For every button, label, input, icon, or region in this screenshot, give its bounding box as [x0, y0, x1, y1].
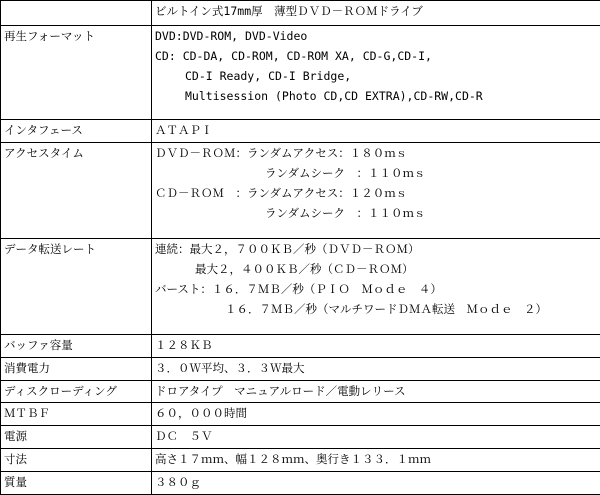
row-value: [152, 25, 600, 119]
row-label: 再生フォーマット: [1, 25, 152, 119]
table-row: [1, 334, 600, 357]
row-label: バッファ容量: [1, 334, 152, 357]
table-row: [1, 403, 600, 426]
row-label: 消費電力: [1, 357, 152, 380]
row-label: 寸法: [1, 449, 152, 472]
table-row: [1, 472, 600, 495]
table-row: [1, 449, 600, 472]
value-line: １６．７ＭＢ／秒（マルチワードＤＭＡ転送 Ｍｏｄｅ ２）: [225, 302, 547, 317]
table-row: [1, 380, 600, 403]
value-line: ランダムシーク ：１１０ｍｓ: [265, 206, 426, 221]
row-label: ＭＴＢＦ: [1, 403, 152, 426]
table-row: [1, 143, 600, 239]
row-label: ディスクローディング: [1, 380, 152, 403]
row-value: ＤＣ ５Ｖ: [152, 426, 600, 449]
row-value: １２８ＫＢ: [152, 334, 600, 357]
value-line: CD: CD-DA, CD-ROM, CD-ROM XA, CD-G,CD-I,: [155, 48, 432, 63]
value-line: 連続：最大２，７００ＫＢ／秒（ＤＶＤ－ＲＯＭ）: [155, 242, 420, 257]
row-label: アクセスタイム: [1, 143, 152, 239]
table-row: [1, 239, 600, 335]
value-line: DVD:DVD-ROM, DVD-Video: [155, 28, 308, 43]
row-value: ＡＴＡＰＩ: [152, 119, 600, 143]
table-row: [1, 1, 600, 26]
row-value: ６０，０００時間: [152, 403, 600, 426]
row-value: ３８０ｇ: [152, 472, 600, 495]
row-value: [152, 239, 600, 335]
row-label: データ転送レート: [1, 239, 152, 335]
value-line: ＤＶＤ－ＲＯＭ：ランダムアクセス：１８０ｍｓ: [155, 146, 408, 161]
table-row: [1, 25, 600, 119]
row-value: [152, 143, 600, 239]
value-line: 最大２，４００ＫＢ／秒（ＣＤ－ＲＯＭ）: [195, 262, 414, 277]
header-label-cell: [1, 1, 152, 26]
row-label: 電源: [1, 426, 152, 449]
row-value: 高さ１７ｍｍ、幅１２８ｍｍ、奥行き１３３．１ｍｍ: [152, 449, 600, 472]
row-value: ３．０Ｗ平均、３．３Ｗ最大: [152, 357, 600, 380]
value-line: Multisession (Photo CD,CD EXTRA),CD-RW,CD-R: [185, 88, 483, 103]
row-label: 質量: [1, 472, 152, 495]
row-value: ドロアタイプ マニュアルロード／電動レリース: [152, 380, 600, 403]
table-row: [1, 119, 600, 143]
table-row: [1, 357, 600, 380]
value-line: CD-I Ready, CD-I Bridge,: [185, 68, 352, 83]
row-label: インタフェース: [1, 119, 152, 143]
table-row: [1, 426, 600, 449]
value-line: バースト：１６．７ＭＢ／秒（ＰＩＯ Ｍｏｄｅ ４）: [155, 282, 442, 297]
value-line: ランダムシーク ：１１０ｍｓ: [265, 166, 426, 181]
value-line: ＣＤ－ＲＯＭ ：ランダムアクセス：１２０ｍｓ: [155, 186, 408, 201]
header-title-cell: ビルトイン式17mm厚 薄型ＤＶＤ－ＲＯＭドライブ: [152, 1, 600, 26]
